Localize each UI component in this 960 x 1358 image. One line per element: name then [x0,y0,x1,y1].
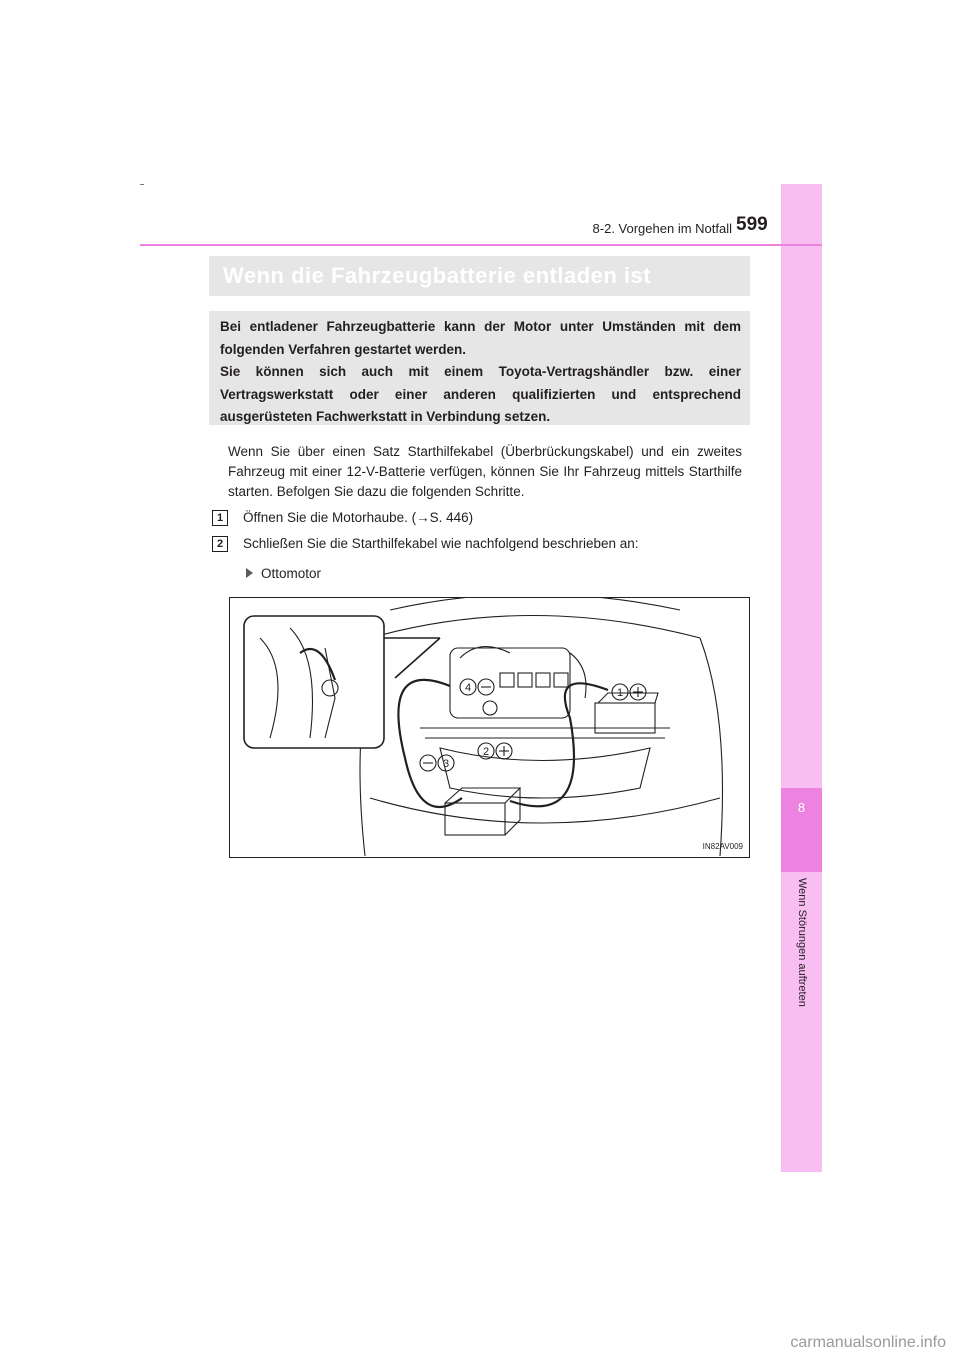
section-title-bar [209,256,750,296]
jump-start-illustration [229,597,750,858]
chapter-title-vertical [792,878,812,1028]
page-number: 599 [736,214,768,235]
intro-paragraph-1: Bei entladener Fahrzeugbatterie kann der Motor unter Umständen mit dem folgenden Verfahren gestartet werden. [220,319,741,357]
body-paragraph: Wenn Sie über einen Satz Starthilfekabel (Überbrückungskabel) und ein zweites Fahrzeug mit einer 12-V-Batterie verfügen, können Sie Ihr Fahrzeug mittels Starthilfe starten. Befolgen Sie dazu die folgenden Schritte. [228,444,742,499]
engine-bay-drawing [230,598,750,858]
step-1 [212,509,752,527]
detail-inset [244,616,384,748]
right-fender [700,638,723,856]
step-text: Öffnen Sie die Motorhaube. (→S. 446) [243,510,474,525]
jumper-cable-positive [510,683,608,806]
front-bumper [370,798,720,823]
step-number-box: 1 [212,510,228,526]
triangle-bullet-icon [246,568,253,578]
oil-cap [483,701,497,715]
callout-label-1: 1 [616,687,624,699]
intro-box [209,311,750,425]
chapter-title-text: Wenn Störungen auftreten [796,878,808,1007]
crop-mark [140,184,144,185]
step-2 [212,535,752,553]
intro-paragraph-2: Sie können sich auch mit einem Toyota-Vertragshändler bzw. einer Vertragswerkstatt oder einer anderen qualifizierten und entsprechend ausgerüsteten Fachwerkstatt in Verbindung setzen. [220,364,741,424]
bullet-text: Ottomotor [261,566,322,581]
header-rule [140,244,822,246]
watermark: carmanualsonline.info [790,1334,946,1351]
step-number-box: 2 [212,536,228,552]
callout-label-2: 2 [482,746,490,758]
bullet-item [246,566,321,581]
step-text: Schließen Sie die Starthilfekabel wie nachfolgend beschrieben an: [243,536,639,551]
grille [440,748,650,798]
callout-label-3: 3 [442,758,450,770]
section-title: Wenn die Fahrzeugbatterie entladen ist [223,263,652,288]
figure-code: IN82AV009 [702,842,743,851]
jumper-cable-negative [398,680,462,807]
hood-outline [370,616,700,639]
chapter-number: 8 [797,800,806,815]
section-reference: 8-2. Vorgehen im Notfall [592,221,732,236]
callout-label-4: 4 [464,682,472,694]
windshield-line [390,598,680,610]
